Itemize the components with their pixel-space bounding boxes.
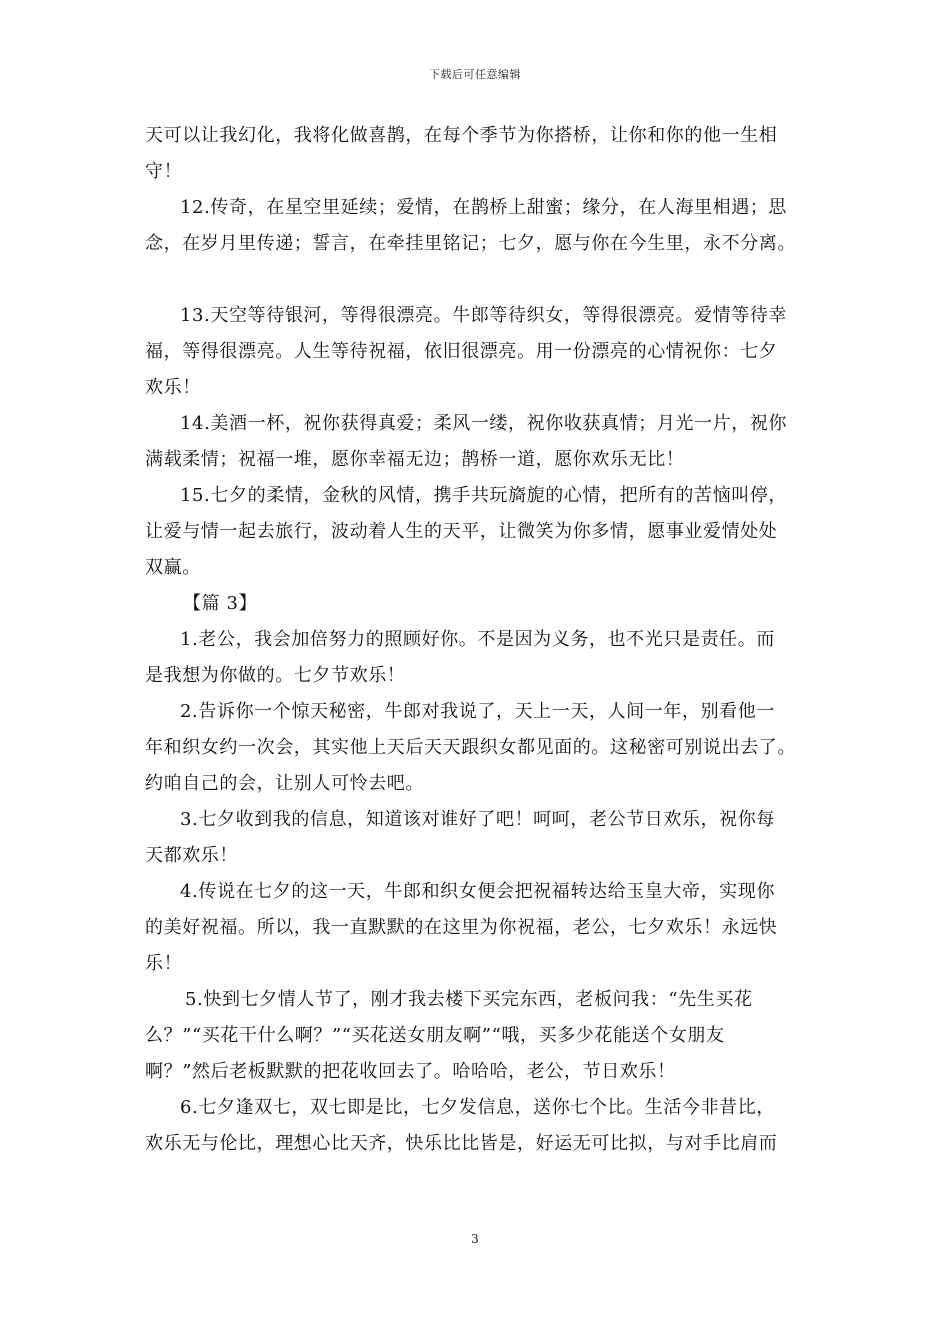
text-line: 年和织女约一次会，其实他上天后天天跟织女都见面的。这秘密可别说出去了。 xyxy=(145,737,796,758)
document-body xyxy=(145,118,810,1162)
page-header: 下载后可任意编辑 xyxy=(429,68,521,81)
section-heading xyxy=(145,586,810,622)
paragraph-item-5 xyxy=(145,982,810,1090)
text-line: 乐！ xyxy=(145,953,183,974)
text-line: 欢乐无与伦比，理想心比天齐，快乐比比皆是，好运无可比拟，与对手比肩而 xyxy=(145,1133,778,1154)
text-line: 天可以让我幻化，我将化做喜鹊，在每个季节为你搭桥，让你和你的他一生相 xyxy=(145,125,778,146)
text-line: 4.传说在七夕的这一天，牛郎和织女便会把祝福转达给玉皇大帝，实现你 xyxy=(180,881,775,902)
text-line: 1.老公，我会加倍努力的照顾好你。不是因为义务，也不光只是责任。而 xyxy=(180,629,775,650)
text-line: 12.传奇，在星空里延续；爱情，在鹊桥上甜蜜；缘分，在人海里相遇；思 xyxy=(180,197,788,218)
text-line: 么？”“买花干什么啊？”“买花送女朋友啊”“哦，买多少花能送个女朋友 xyxy=(145,1025,725,1046)
text-line: 3.七夕收到我的信息，知道该对谁好了吧！呵呵，老公节日欢乐，祝你每 xyxy=(180,809,775,830)
paragraph-item-12 xyxy=(145,190,810,262)
text-line: 念，在岁月里传递；誓言，在牵挂里铭记；七夕，愿与你在今生里，永不分离。 xyxy=(145,233,796,254)
text-line: 15.七夕的柔情，金秋的风情，携手共玩旖旎的心情，把所有的苦恼叫停， xyxy=(180,485,788,506)
text-line: 13.天空等待银河，等得很漂亮。牛郎等待织女，等得很漂亮。爱情等待幸 xyxy=(180,305,788,326)
paragraph-item-13 xyxy=(145,298,810,406)
page-number: 3 xyxy=(471,1232,479,1246)
paragraph-item-3 xyxy=(145,802,810,874)
text-line: 5.快到七夕情人节了，刚才我去楼下买完东西，老板问我：“先生买花 xyxy=(185,989,753,1010)
text-line: 让爱与情一起去旅行，波动着人生的天平，让微笑为你多情，愿事业爱情处处 xyxy=(145,521,778,542)
section-heading-text: 【篇 3】 xyxy=(183,593,258,614)
text-line: 的美好祝福。所以，我一直默默的在这里为你祝福，老公，七夕欢乐！永远快 xyxy=(145,917,778,938)
text-line: 是我想为你做的。七夕节欢乐！ xyxy=(145,665,406,686)
text-line: 2.告诉你一个惊天秘密，牛郎对我说了，天上一天，人间一年，别看他一 xyxy=(180,701,775,722)
text-line: 满载柔情；祝福一堆，愿你幸福无边；鹊桥一道，愿你欢乐无比！ xyxy=(145,449,685,470)
text-line: 约咱自己的会，让别人可怜去吧。 xyxy=(145,773,424,794)
text-line: 欢乐！ xyxy=(145,377,201,398)
text-line: 啊？”然后老板默默的把花收回去了。哈哈哈，老公，节日欢乐！ xyxy=(145,1061,676,1082)
paragraph-continuation xyxy=(145,118,810,190)
text-line: 6.七夕逢双七，双七即是比，七夕发信息，送你七个比。生活今非昔比， xyxy=(180,1097,775,1118)
text-line: 天都欢乐！ xyxy=(145,845,238,866)
paragraph-item-1 xyxy=(145,622,810,694)
text-line: 守！ xyxy=(145,161,183,182)
blank-line xyxy=(145,262,810,298)
text-line: 14.美酒一杯，祝你获得真爱；柔风一缕，祝你收获真情；月光一片，祝你 xyxy=(180,413,788,434)
paragraph-item-6 xyxy=(145,1090,810,1162)
paragraph-item-2 xyxy=(145,694,810,802)
paragraph-item-14 xyxy=(145,406,810,478)
paragraph-item-15 xyxy=(145,478,810,586)
text-line: 福，等得很漂亮。人生等待祝福，依旧很漂亮。用一份漂亮的心情祝你：七夕 xyxy=(145,341,778,362)
paragraph-item-4 xyxy=(145,874,810,982)
text-line: 双赢。 xyxy=(145,557,201,578)
